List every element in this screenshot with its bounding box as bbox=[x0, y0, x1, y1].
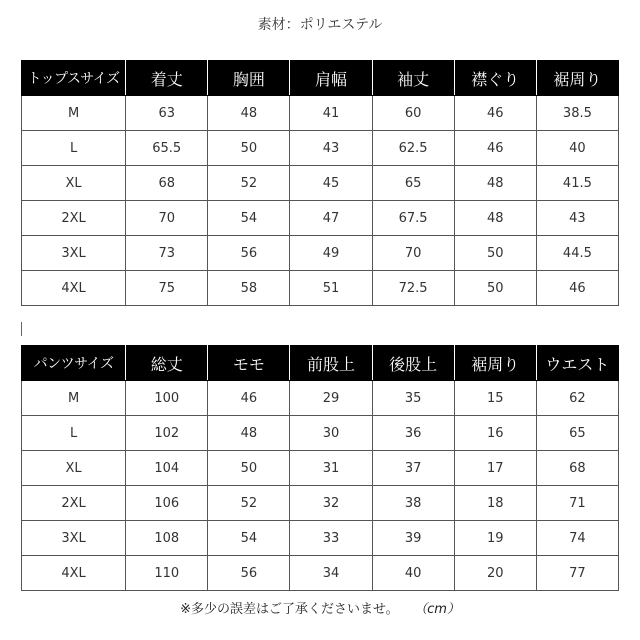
value-cell: 65 bbox=[536, 416, 618, 451]
value-cell: 100 bbox=[126, 381, 208, 416]
value-cell: 30 bbox=[290, 416, 372, 451]
value-cell: 37 bbox=[372, 451, 454, 486]
value-cell: 44.5 bbox=[536, 236, 618, 271]
tops-header-hem: 裾周り bbox=[536, 61, 618, 96]
section-divider-mark bbox=[21, 322, 22, 336]
value-cell: 18 bbox=[454, 486, 536, 521]
value-cell: 65.5 bbox=[126, 131, 208, 166]
value-cell: 47 bbox=[290, 201, 372, 236]
value-cell: 34 bbox=[290, 556, 372, 591]
value-cell: 50 bbox=[208, 131, 290, 166]
value-cell: 50 bbox=[454, 236, 536, 271]
size-cell: L bbox=[22, 131, 126, 166]
size-cell: 2XL bbox=[22, 486, 126, 521]
value-cell: 58 bbox=[208, 271, 290, 306]
value-cell: 70 bbox=[126, 201, 208, 236]
value-cell: 48 bbox=[454, 166, 536, 201]
table-row bbox=[22, 521, 619, 556]
size-cell: XL bbox=[22, 166, 126, 201]
value-cell: 110 bbox=[126, 556, 208, 591]
tops-header-chest: 胸囲 bbox=[208, 61, 290, 96]
value-cell: 62 bbox=[536, 381, 618, 416]
value-cell: 38.5 bbox=[536, 96, 618, 131]
value-cell: 60 bbox=[372, 96, 454, 131]
unit-label: （cm） bbox=[420, 602, 460, 617]
value-cell: 40 bbox=[372, 556, 454, 591]
value-cell: 49 bbox=[290, 236, 372, 271]
value-cell: 36 bbox=[372, 416, 454, 451]
material-label: 素材：ポリエステル bbox=[257, 17, 383, 33]
size-cell: 3XL bbox=[22, 236, 126, 271]
value-cell: 71 bbox=[536, 486, 618, 521]
value-cell: 43 bbox=[536, 201, 618, 236]
value-cell: 32 bbox=[290, 486, 372, 521]
size-cell: 4XL bbox=[22, 556, 126, 591]
value-cell: 50 bbox=[454, 271, 536, 306]
table-row bbox=[22, 236, 619, 271]
table-row bbox=[22, 486, 619, 521]
table-row bbox=[22, 131, 619, 166]
value-cell: 38 bbox=[372, 486, 454, 521]
value-cell: 46 bbox=[454, 96, 536, 131]
value-cell: 70 bbox=[372, 236, 454, 271]
value-cell: 19 bbox=[454, 521, 536, 556]
value-cell: 74 bbox=[536, 521, 618, 556]
value-cell: 52 bbox=[208, 486, 290, 521]
tops-header-length: 着丈 bbox=[126, 61, 208, 96]
value-cell: 48 bbox=[208, 96, 290, 131]
value-cell: 56 bbox=[208, 236, 290, 271]
value-cell: 56 bbox=[208, 556, 290, 591]
value-cell: 108 bbox=[126, 521, 208, 556]
table-row bbox=[22, 381, 619, 416]
value-cell: 40 bbox=[536, 131, 618, 166]
tops-header-size: トップスサイズ bbox=[22, 61, 126, 96]
size-cell: L bbox=[22, 416, 126, 451]
table-row bbox=[22, 271, 619, 306]
value-cell: 41 bbox=[290, 96, 372, 131]
value-cell: 43 bbox=[290, 131, 372, 166]
value-cell: 48 bbox=[208, 416, 290, 451]
value-cell: 72.5 bbox=[372, 271, 454, 306]
table-row bbox=[22, 416, 619, 451]
value-cell: 48 bbox=[454, 201, 536, 236]
value-cell: 52 bbox=[208, 166, 290, 201]
value-cell: 35 bbox=[372, 381, 454, 416]
value-cell: 68 bbox=[126, 166, 208, 201]
table-row bbox=[22, 96, 619, 131]
size-cell: XL bbox=[22, 451, 126, 486]
pants-header-thigh: モモ bbox=[208, 346, 290, 381]
value-cell: 50 bbox=[208, 451, 290, 486]
tops-header-shoulder: 肩幅 bbox=[290, 61, 372, 96]
value-cell: 102 bbox=[126, 416, 208, 451]
value-cell: 29 bbox=[290, 381, 372, 416]
table-row bbox=[22, 451, 619, 486]
pants-header-front-rise: 前股上 bbox=[290, 346, 372, 381]
value-cell: 46 bbox=[454, 131, 536, 166]
value-cell: 77 bbox=[536, 556, 618, 591]
value-cell: 106 bbox=[126, 486, 208, 521]
pants-header-hem: 裾周り bbox=[454, 346, 536, 381]
value-cell: 16 bbox=[454, 416, 536, 451]
value-cell: 65 bbox=[372, 166, 454, 201]
size-cell: 2XL bbox=[22, 201, 126, 236]
pants-header-waist: ウエスト bbox=[536, 346, 618, 381]
tolerance-note-text: ※多少の誤差はご了承くださいませ。 bbox=[180, 602, 399, 617]
value-cell: 67.5 bbox=[372, 201, 454, 236]
pants-size-table bbox=[21, 345, 619, 591]
value-cell: 54 bbox=[208, 521, 290, 556]
value-cell: 15 bbox=[454, 381, 536, 416]
value-cell: 104 bbox=[126, 451, 208, 486]
value-cell: 31 bbox=[290, 451, 372, 486]
tops-header-neck: 襟ぐり bbox=[454, 61, 536, 96]
value-cell: 51 bbox=[290, 271, 372, 306]
value-cell: 63 bbox=[126, 96, 208, 131]
size-cell: 3XL bbox=[22, 521, 126, 556]
tolerance-note bbox=[0, 598, 640, 617]
size-cell: M bbox=[22, 381, 126, 416]
value-cell: 46 bbox=[536, 271, 618, 306]
tops-header-sleeve: 袖丈 bbox=[372, 61, 454, 96]
value-cell: 17 bbox=[454, 451, 536, 486]
size-cell: 4XL bbox=[22, 271, 126, 306]
value-cell: 54 bbox=[208, 201, 290, 236]
table-row bbox=[22, 166, 619, 201]
value-cell: 45 bbox=[290, 166, 372, 201]
value-cell: 41.5 bbox=[536, 166, 618, 201]
table-row bbox=[22, 201, 619, 236]
value-cell: 33 bbox=[290, 521, 372, 556]
value-cell: 46 bbox=[208, 381, 290, 416]
value-cell: 39 bbox=[372, 521, 454, 556]
pants-header-row bbox=[22, 346, 619, 381]
tops-header-row bbox=[22, 61, 619, 96]
value-cell: 62.5 bbox=[372, 131, 454, 166]
pants-header-size: パンツサイズ bbox=[22, 346, 126, 381]
table-row bbox=[22, 556, 619, 591]
value-cell: 75 bbox=[126, 271, 208, 306]
tops-size-table bbox=[21, 60, 619, 306]
pants-header-total-length: 総丈 bbox=[126, 346, 208, 381]
value-cell: 73 bbox=[126, 236, 208, 271]
value-cell: 20 bbox=[454, 556, 536, 591]
value-cell: 68 bbox=[536, 451, 618, 486]
pants-header-back-rise: 後股上 bbox=[372, 346, 454, 381]
size-cell: M bbox=[22, 96, 126, 131]
